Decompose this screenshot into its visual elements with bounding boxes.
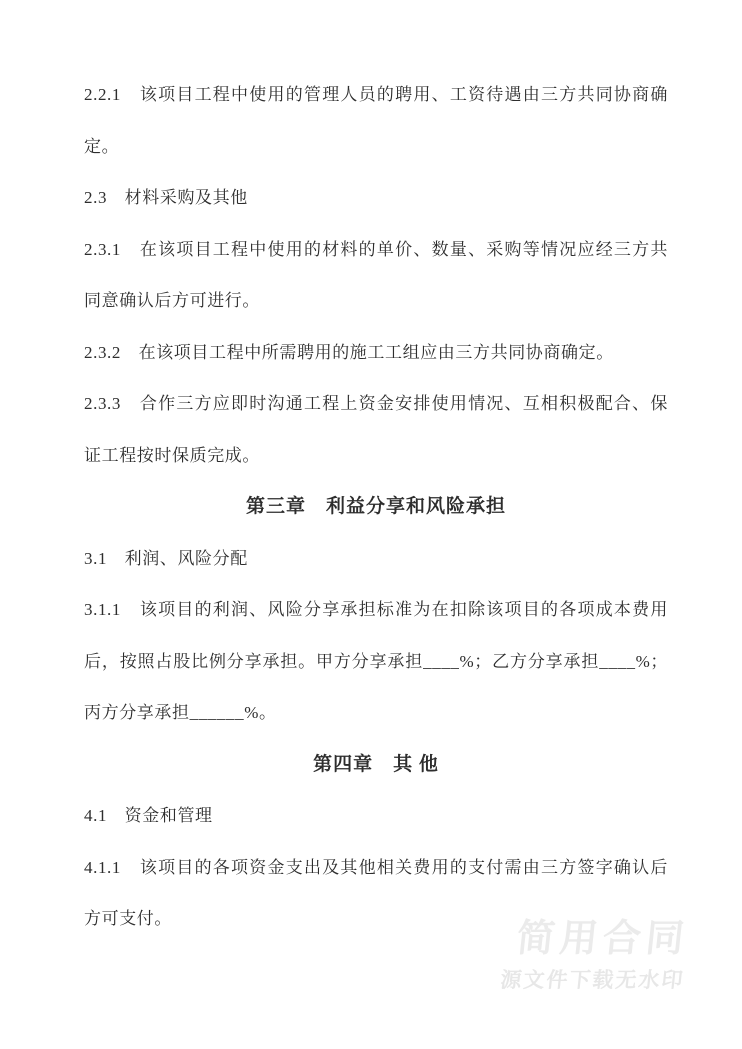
paragraph	[84, 327, 668, 379]
text-line: 第三章 利益分享和风险承担	[245, 496, 506, 517]
paragraph	[84, 69, 668, 172]
text-line: 2.3.3 合作三方应即时沟通工程上资金安排使用情况、互相积极配合、保	[84, 394, 668, 413]
paragraph	[84, 224, 668, 327]
text-line: 4.1 资金和管理	[84, 806, 213, 825]
paragraph	[84, 790, 668, 842]
text-line: 2.3 材料采购及其他	[84, 188, 248, 207]
text-line: 2.3.2 在该项目工程中所需聘用的施工工组应由三方共同协商确定。	[84, 342, 614, 362]
text-line: 3.1.1 该项目的利润、风险分享承担标准为在扣除该项目的各项成本费用	[84, 600, 668, 619]
chapter-heading	[84, 739, 668, 791]
chapter-heading	[84, 481, 668, 533]
paragraph	[84, 842, 668, 945]
text-line: 2.3.1 在该项目工程中使用的材料的单价、数量、采购等情况应经三方共	[84, 239, 668, 259]
text-line: 第四章 其 他	[313, 753, 439, 775]
watermark-tagline: 源文件下载无水印	[499, 969, 686, 992]
paragraph	[84, 172, 668, 224]
text-line: 3.1 利润、风险分配	[84, 548, 248, 568]
text-line: 2.2.1 该项目工程中使用的管理人员的聘用、工资待遇由三方共同协商确	[84, 85, 668, 104]
text-line: 丙方分享承担______%。	[84, 703, 277, 722]
text-line: 4.1.1 该项目的各项资金支出及其他相关费用的支付需由三方签字确认后	[84, 857, 668, 877]
paragraph	[84, 378, 668, 481]
text-line: 证工程按时保质完成。	[84, 445, 260, 465]
document-content	[84, 69, 668, 945]
paragraph	[84, 533, 668, 585]
text-line: 同意确认后方可进行。	[84, 291, 260, 310]
watermark-logo-text: 简用合同	[514, 918, 691, 960]
paragraph	[84, 584, 668, 739]
text-line: 后，按照占股比例分享承担。甲方分享承担____%；乙方分享承担____%；	[84, 651, 668, 671]
text-line: 定。	[84, 136, 120, 156]
text-line: 方可支付。	[84, 909, 172, 928]
